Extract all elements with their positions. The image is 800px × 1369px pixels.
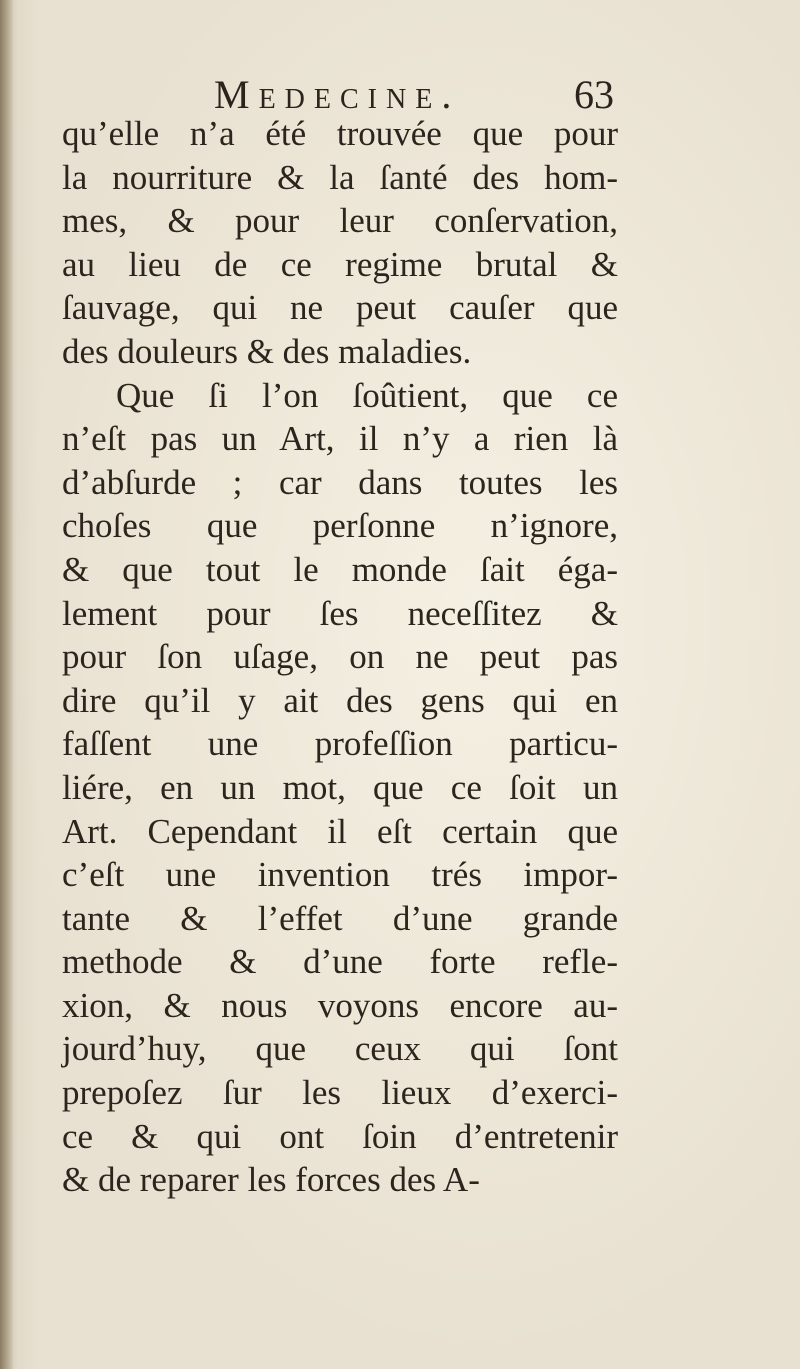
text-line: prepoſez ſur les lieux d’exerci-	[62, 1073, 618, 1113]
text-line: tante & l’effet d’une grande	[62, 898, 618, 938]
text-line: & que tout le monde ſait éga-	[62, 549, 618, 589]
text-line: des douleurs & des maladies.	[62, 331, 472, 371]
text-line: ſauvage, qui ne peut cauſer que	[62, 288, 618, 328]
text-line: faſſent une profeſſion particu-	[62, 724, 618, 764]
text-line: ce & qui ont ſoin d’entretenir	[62, 1116, 618, 1156]
text-line: mes, & pour leur conſervation,	[62, 201, 618, 241]
text-line: qu’elle n’a été trouvée que pour	[62, 114, 618, 153]
text-line: n’eſt pas un Art, il n’y a rien là	[62, 419, 618, 459]
text-line: c’eſt une invention trés impor-	[62, 855, 618, 895]
text-line: Art. Cependant il eſt certain que	[62, 811, 618, 851]
text-line: dire qu’il y ait des gens qui en	[62, 680, 618, 720]
body-text	[62, 112, 618, 1202]
text-line: liére, en un mot, que ce ſoit un	[62, 767, 618, 807]
text-line: & de reparer les forces des A-	[62, 1160, 480, 1200]
text-line: xion, & nous voyons encore au-	[62, 985, 618, 1025]
text-line: jourd’huy, que ceux qui ſont	[62, 1029, 618, 1069]
page-gutter-shadow	[0, 0, 14, 1369]
page-number: 63	[574, 72, 614, 117]
text-line: choſes que perſonne n’ignore,	[62, 506, 618, 546]
text-line: d’abſurde ; car dans toutes les	[62, 462, 618, 502]
running-title: Medecine.	[214, 72, 461, 117]
text-line: la nourriture & la ſanté des hom-	[62, 157, 618, 197]
text-line: au lieu de ce regime brutal &	[62, 244, 618, 284]
text-line: lement pour ſes neceſſitez &	[62, 593, 618, 633]
text-line: Que ſi l’on ſoûtient, que ce	[116, 375, 618, 415]
text-line: methode & d’une forte refle-	[62, 942, 618, 982]
text-line: pour ſon uſage, on ne peut pas	[62, 637, 618, 677]
